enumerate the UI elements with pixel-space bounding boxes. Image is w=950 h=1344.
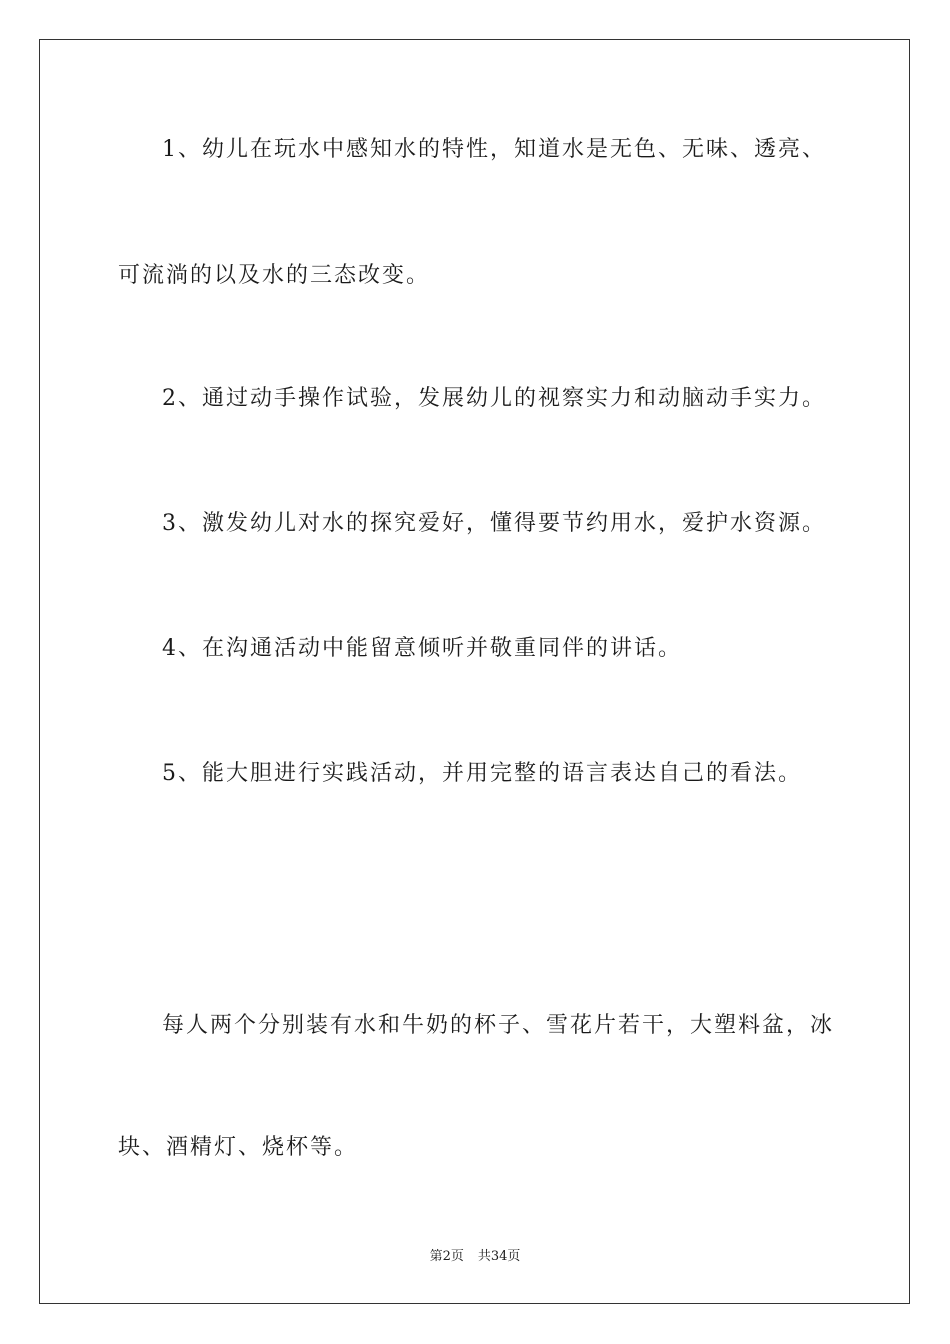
- paragraph-1-line-1: 1、幼儿在玩水中感知水的特性，知道水是无色、无味、透亮、: [162, 137, 826, 162]
- paragraph-1-line-2: 可流淌的以及水的三态改变。: [118, 263, 431, 288]
- page-footer: [0, 1248, 950, 1266]
- page-number: 第2页: [429, 1249, 464, 1264]
- materials-paragraph-line-2: 块、酒精灯、烧杯等。: [118, 1135, 359, 1160]
- paragraph-2: 2、通过动手操作试验，发展幼儿的视察实力和动脑动手实力。: [162, 386, 826, 411]
- page-total: 共34页: [477, 1249, 521, 1264]
- paragraph-5: 5、能大胆进行实践活动，并用完整的语言表达自己的看法。: [162, 761, 802, 786]
- paragraph-3: 3、激发幼儿对水的探究爱好，懂得要节约用水，爱护水资源。: [162, 511, 826, 536]
- paragraph-4: 4、在沟通活动中能留意倾听并敬重同伴的讲话。: [162, 636, 682, 661]
- page-border: [39, 39, 910, 1304]
- materials-paragraph-line-1: 每人两个分别装有水和牛奶的杯子、雪花片若干，大塑料盆，冰: [162, 1013, 835, 1038]
